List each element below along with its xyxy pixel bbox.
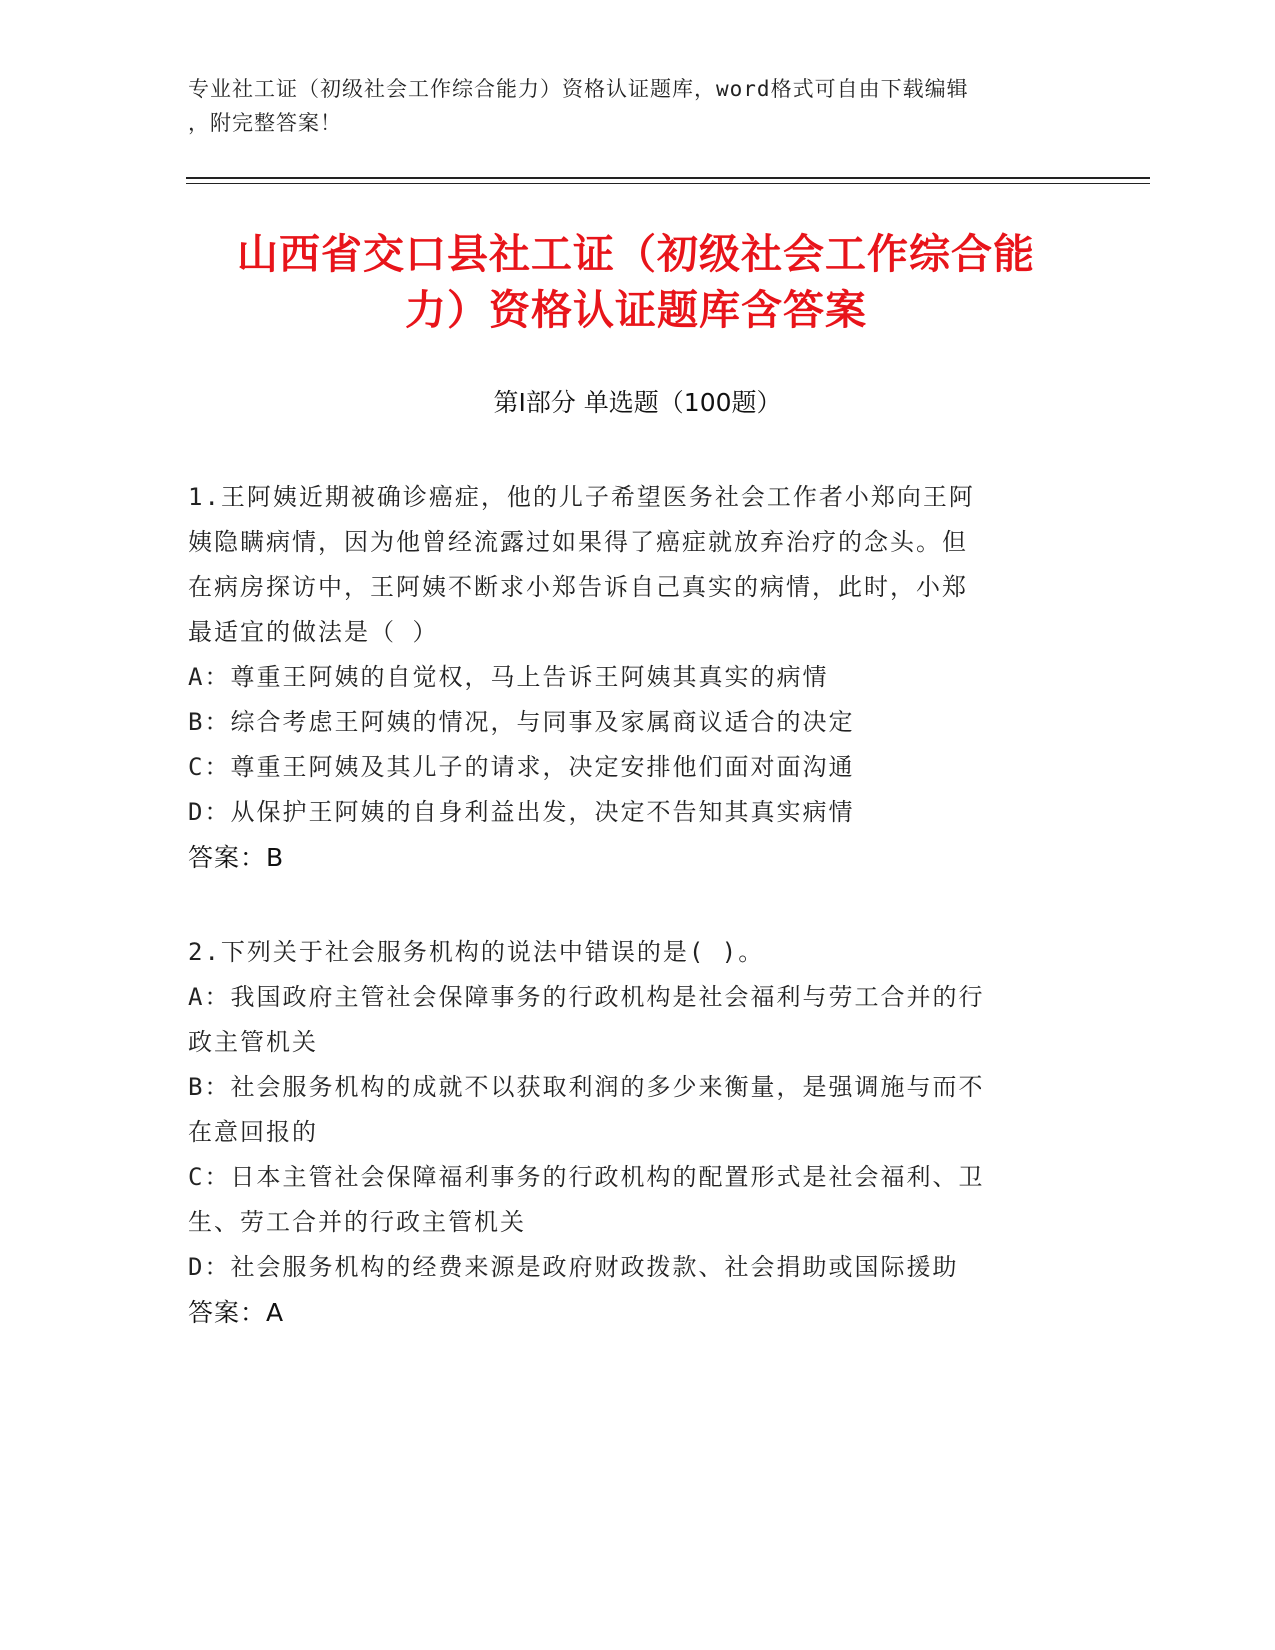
- question-stem-line: 姨隐瞒病情，因为他曾经流露过如果得了癌症就放弃治疗的念头。但: [188, 528, 968, 556]
- answer: 答案：B: [188, 843, 285, 872]
- header-note-line: ，附完整答案！: [188, 111, 342, 135]
- document-title: [186, 226, 1086, 338]
- answer: 答案：A: [188, 1298, 285, 1327]
- option-a-continued: 政主管机关: [188, 1028, 318, 1056]
- option-d: D：社会服务机构的经费来源是政府财政拨款、社会捐助或国际援助: [188, 1253, 959, 1281]
- option-b: B：社会服务机构的成就不以获取利润的多少来衡量，是强调施与而不: [188, 1073, 985, 1101]
- header-note-line: 专业社工证（初级社会工作综合能力）资格认证题库，word格式可自由下载编辑: [188, 77, 969, 101]
- question-1: [188, 475, 1068, 880]
- option-a: A：尊重王阿姨的自觉权，马上告诉王阿姨其真实的病情: [188, 663, 829, 691]
- option-c: C：日本主管社会保障福利事务的行政机构的配置形式是社会福利、卫: [188, 1163, 985, 1191]
- option-b: B：综合考虑王阿姨的情况，与同事及家属商议适合的决定: [188, 708, 855, 736]
- document-title-line: 力）资格认证题库含答案: [405, 286, 867, 334]
- section-title: 第Ⅰ部分 单选题（100题）: [493, 388, 782, 417]
- question-stem-line: 2.下列关于社会服务机构的说法中错误的是( )。: [188, 938, 765, 966]
- option-b-continued: 在意回报的: [188, 1118, 318, 1146]
- question-stem-line: 在病房探访中，王阿姨不断求小郑告诉自己真实的病情，此时，小郑: [188, 573, 968, 601]
- option-a: A：我国政府主管社会保障事务的行政机构是社会福利与劳工合并的行: [188, 983, 985, 1011]
- header-divider: [186, 177, 1150, 179]
- option-c-continued: 生、劳工合并的行政主管机关: [188, 1208, 526, 1236]
- header-note: [188, 72, 1068, 140]
- option-d: D：从保护王阿姨的自身利益出发，决定不告知其真实病情: [188, 798, 855, 826]
- document-title-line: 山西省交口县社工证（初级社会工作综合能: [237, 230, 1035, 278]
- header-divider-thin: [186, 183, 1150, 184]
- question-2: [188, 930, 1068, 1335]
- question-stem-line: 1.王阿姨近期被确诊癌症，他的儿子希望医务社会工作者小郑向王阿: [188, 483, 975, 511]
- question-stem-line: 最适宜的做法是（ ）: [188, 618, 439, 646]
- option-c: C：尊重王阿姨及其儿子的请求，决定安排他们面对面沟通: [188, 753, 855, 781]
